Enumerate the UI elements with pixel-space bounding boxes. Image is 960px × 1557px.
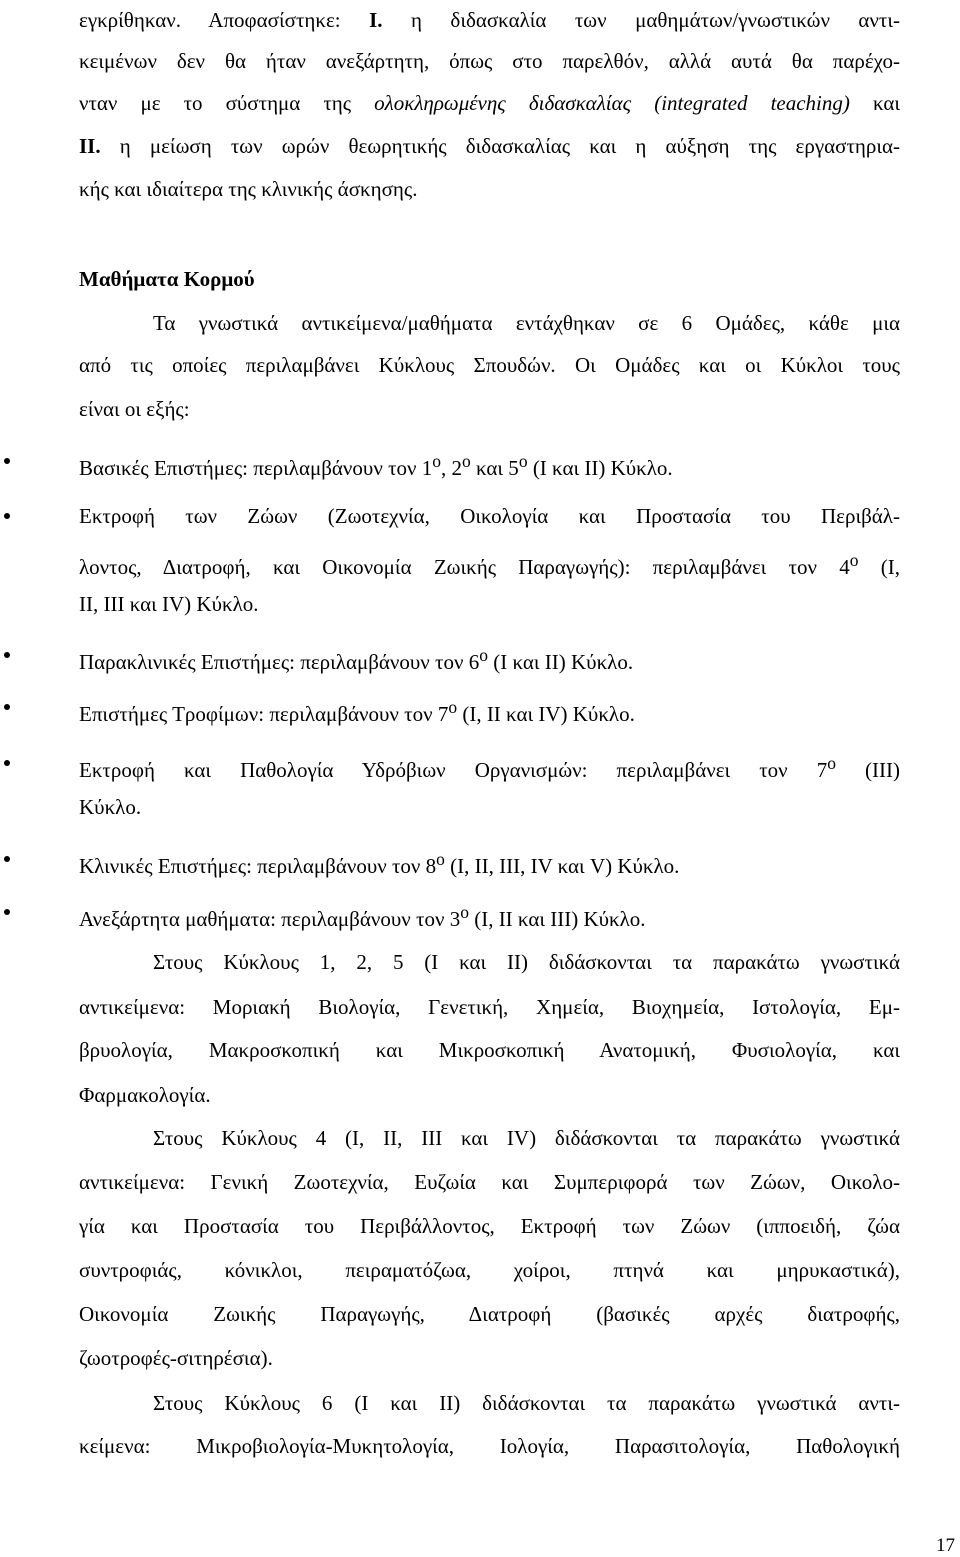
text-line: νταν με το σύστημα της ολοκληρωμένης διδασκαλίας (integrated teaching) και xyxy=(79,91,900,115)
text-line: κείμενα: Μικροβιολογία-Μυκητολογία, Ιολογία, Παρασιτολογία, Παθολογική xyxy=(79,1434,900,1458)
text-line: κειμένων δεν θα ήταν ανεξάρτητη, όπως στο παρελθόν, αλλά αυτά θα παρέχο- xyxy=(79,49,900,73)
text-line: αντικείμενα: Γενική Ζωοτεχνία, Ευζωία και Συμπεριφορά των Ζώων, Οικολο- xyxy=(79,1170,900,1194)
list-item: Επιστήμες Τροφίμων: περιλαμβάνουν τον $7^o$ (I, II και IV) Κύκλο. xyxy=(79,697,635,726)
text-line: Στους Κύκλους 6 (I και II) διδάσκονται τα παρακάτω γνωστικά αντι- xyxy=(153,1391,900,1415)
bullet-icon xyxy=(4,760,10,766)
text-line: αντικείμενα: Μοριακή Βιολογία, Γενετική, Χημεία, Βιοχημεία, Ιστολογία, Εμ- xyxy=(79,995,900,1019)
list-item: Κύκλο. xyxy=(79,795,142,819)
page-number: 17 xyxy=(936,1535,955,1556)
bullet-icon xyxy=(4,856,10,862)
text-line: συντροφιάς, κόνικλοι, πειραματόζωα, χοίροι, πτηνά και μηρυκαστικά), xyxy=(79,1258,900,1282)
text-line: Τα γνωστικά αντικείμενα/μαθήματα εντάχθηκαν σε 6 Ομάδες, κάθε μια xyxy=(153,311,900,335)
bullet-icon xyxy=(4,909,10,915)
list-item: Παρακλινικές Επιστήμες: περιλαμβάνουν τον $6^o$ (I και II) Κύκλο. xyxy=(79,645,634,674)
list-item: Βασικές Επιστήμες: περιλαμβάνουν τον $1^o$, $2^o$ και $5^o$ (I και II) Κύκλο. xyxy=(79,451,673,480)
text-line: είναι οι εξής: xyxy=(79,397,190,421)
text-line: βρυολογία, Μακροσκοπική και Μικροσκοπική Ανατομική, Φυσιολογία, και xyxy=(79,1038,900,1062)
text-line: γία και Προστασία του Περιβάλλοντος, Εκτροφή των Ζώων (ιπποειδή, ζώα xyxy=(79,1214,900,1238)
list-item: Εκτροφή των Ζώων (Ζωοτεχνία, Οικολογία και Προστασία του Περιβάλ- xyxy=(79,504,900,528)
text-line: από τις οποίες περιλαμβάνει Κύκλους Σπουδών. Οι Ομάδες και οι Κύκλοι τους xyxy=(79,353,900,377)
text-line: II. η μείωση των ωρών θεωρητικής διδασκαλίας και η αύξηση της εργαστηρια- xyxy=(79,134,900,158)
text-line: ζωοτροφές-σιτηρέσια). xyxy=(79,1346,273,1370)
text-line: Οικονομία Ζωικής Παραγωγής, Διατροφή (βασικές αρχές διατροφής, xyxy=(79,1302,900,1326)
section-heading: Μαθήματα Κορμού xyxy=(79,267,255,291)
text-line: εγκρίθηκαν. Αποφασίστηκε: I. η διδασκαλία των μαθημάτων/γνωστικών αντι- xyxy=(79,8,900,32)
text-line: κής και ιδιαίτερα της κλινικής άσκησης. xyxy=(79,177,418,201)
list-item: λοντος, Διατροφή, και Οικονομία Ζωικής Παραγωγής): περιλαμβάνει τον $4^o$ (I, xyxy=(79,550,900,579)
list-item: Εκτροφή και Παθολογία Υδρόβιων Οργανισμών: περιλαμβάνει τον $7^o$ (III) xyxy=(79,753,901,782)
text-line: Στους Κύκλους 1, 2, 5 (I και II) διδάσκονται τα παρακάτω γνωστικά xyxy=(153,950,900,974)
list-item: Κλινικές Επιστήμες: περιλαμβάνουν τον $8^o$ (I, II, III, IV και V) Κύκλο. xyxy=(79,849,680,878)
list-item: Ανεξάρτητα μαθήματα: περιλαμβάνουν τον $3^o$ (I, II και III) Κύκλο. xyxy=(79,902,646,931)
bullet-icon xyxy=(4,458,10,464)
bullet-icon xyxy=(4,513,10,519)
text-line: Φαρμακολογία. xyxy=(79,1083,211,1107)
list-item: II, III και IV) Κύκλο. xyxy=(79,592,259,616)
bullet-icon xyxy=(4,652,10,658)
text-line: Στους Κύκλους 4 (I, II, III και IV) διδάσκονται τα παρακάτω γνωστικά xyxy=(153,1126,900,1150)
bullet-icon xyxy=(4,704,10,710)
